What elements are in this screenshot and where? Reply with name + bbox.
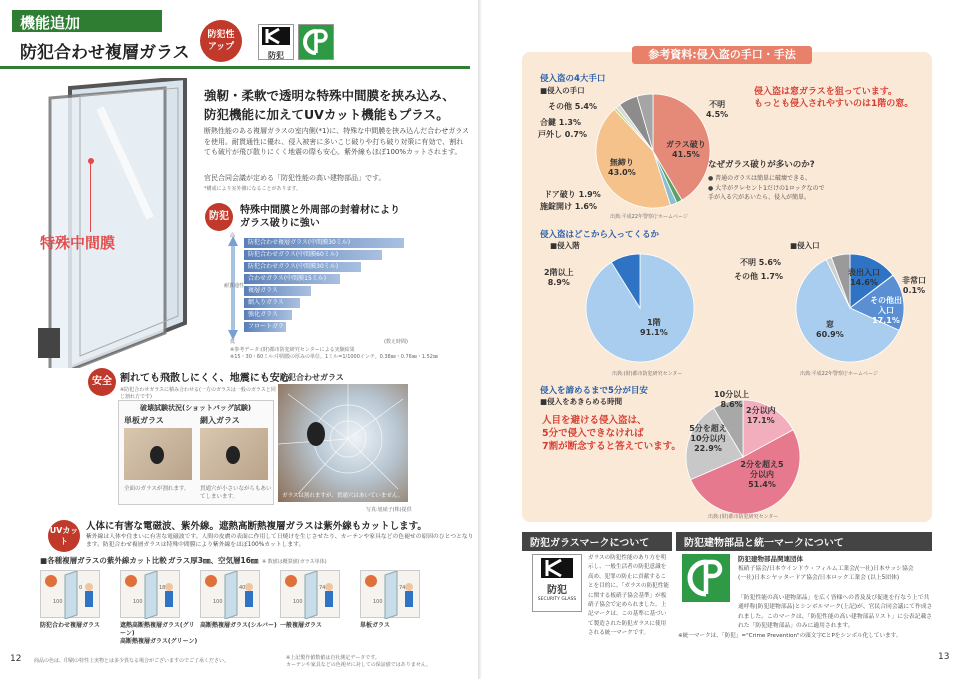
mark-box-logo-text: 防犯 <box>547 585 567 596</box>
c1-val-aikagi: 1.3% <box>558 118 581 127</box>
cp-orgs: 板硝子協会/日本ウインドウ・フィルム工業会/(一社)日本サッシ協会 (一社)日本シヤッタードア協会/日本ロック工業会 (以上5団体) <box>738 566 914 581</box>
c1-val-door: 1.9% <box>578 190 601 199</box>
c3-val-2: 17.1% <box>746 416 775 425</box>
cp-org-head: 防犯建物部品関連団体 <box>738 555 803 563</box>
cp-mark-icon <box>299 25 333 59</box>
c2a-val-2f: 8.9% <box>547 278 570 287</box>
uv-compare-head: ■各種複層ガラスの紫外線カット比較 <box>40 556 167 565</box>
feature-tab: 機能追加 <box>12 10 162 32</box>
c2b-val-mado: 60.9% <box>816 330 844 339</box>
uv-footer-note: ※上記製作値数値は自社測定データです。 カーテンや家具などの色褪せに対しての保証値ではありません。 <box>286 655 432 668</box>
uv-in-value: 100 <box>133 599 143 605</box>
security-glass-mark <box>258 24 294 60</box>
uv-sun-person-icon <box>281 571 341 619</box>
uv-compare-label: 遮熱高断熱複層ガラス(グリーン) 高断熱複層ガラス(グリーン) <box>120 622 198 645</box>
chart2-sub-b: ■侵入口 <box>790 241 820 250</box>
c2b-label-mado: 窓 60.9% <box>816 320 844 339</box>
crime-source: (数え時間) <box>384 339 408 345</box>
c2b-val-sonota: 1.7% <box>760 272 783 281</box>
c3-val-2-5: 51.4% <box>748 480 776 489</box>
c3-val-10: 8.6% <box>720 400 743 409</box>
c1-label-sonota: その他 5.4% <box>548 102 597 111</box>
intro-note: *構成により室外側になることがあります。 <box>204 186 302 192</box>
uv-in-value: 100 <box>293 599 303 605</box>
c3-label-2: 2分以内 17.1% <box>746 406 776 425</box>
chart3-source: 出典:(財)都市防犯研究センター <box>708 514 779 520</box>
uv-compare-label: 防犯合わせ複層ガラス <box>40 622 100 629</box>
uv-out-value: 74 <box>319 585 326 591</box>
cp-box-logo <box>682 554 730 602</box>
uv-out-value: 74 <box>399 585 406 591</box>
uv-head: 人体に有害な電磁波、紫外線。遮熱高断熱複層ガラスは紫外線もカットします。 <box>86 521 427 532</box>
cp-box-logo-icon <box>682 554 730 602</box>
uv-sun-person-icon <box>361 571 421 619</box>
c2b-label-omote: 表出入口 14.6% <box>848 268 880 287</box>
uv-compare-label: 単板ガラス <box>360 622 390 629</box>
interlayer-line <box>90 162 91 232</box>
chart3-pie <box>684 398 802 516</box>
uv-badge: UVカット <box>48 520 80 552</box>
uv-compare-box <box>280 570 340 618</box>
c2a-label-2f: 2階以上 8.9% <box>544 268 574 287</box>
uv-in-value: 100 <box>373 599 383 605</box>
wired-bag-icon <box>226 446 240 464</box>
chart2a-pie <box>584 252 696 364</box>
uv-out-value: 18 <box>159 585 166 591</box>
chart2-title: 侵入盗はどこから入ってくるか <box>540 230 660 240</box>
c2b-val-other-door: 17.1% <box>872 316 900 325</box>
c1-label-sejo: 施錠開け 1.6% <box>540 202 597 211</box>
c1-label-fumei: 不明 4.5% <box>706 100 729 119</box>
penetration-bar: フロートガラス <box>244 322 286 332</box>
single-label: 単板ガラス <box>124 416 164 425</box>
reference-head: 参考資料:侵入盗の手口・手法 <box>632 46 812 64</box>
uv-compare-spec: ガラス厚3㎜、空気層16㎜ <box>168 556 259 565</box>
c1-val-tohazushi: 0.7% <box>564 130 587 139</box>
chart1-sub: ■侵入の手口 <box>540 86 585 95</box>
c1-val-glass: 41.5% <box>672 150 700 159</box>
penetration-bar: 合わせガラス(中間膜15ミル) <box>244 274 340 284</box>
security-up-badge: 防犯性 アップ <box>200 20 242 62</box>
c1-label-aikagi: 合鍵 1.3% <box>540 118 581 127</box>
c1-val-sonota: 5.4% <box>574 102 597 111</box>
crime-note-1: ※参考データ:(財)都市防犯研究センターによる実験結果 <box>230 347 355 353</box>
uv-in-value: 100 <box>213 599 223 605</box>
left-page <box>0 0 478 679</box>
crime-badge: 防犯 <box>205 203 233 231</box>
uv-compare-box <box>40 570 100 618</box>
uv-compare-row <box>40 570 440 650</box>
c1-label-glass: ガラス破り 41.5% <box>666 140 706 159</box>
axis-bottom: 低 <box>230 339 236 345</box>
c2a-label-1f: 1階 91.1% <box>640 318 668 337</box>
uv-text: 紫外線は人体や住まいに有害な電磁波です。人間の皮膚の表面に作用して日焼けを生じさせたり、カーテンや家具などの色褪せの原因のひとつとなります。防犯合わせ複層ガラスは特殊中間膜により紫外線をほぼ100%カットします。 <box>86 534 474 548</box>
uv-out-value: 40 <box>239 585 246 591</box>
window-illustration <box>10 78 195 368</box>
wired-caption: 貫通穴が小さいながらもあいてしまいます。 <box>200 486 272 500</box>
mark-box-logo-sub: SECURITY GLASS <box>537 597 577 602</box>
c2b-label-hijo: 非常口 0.1% <box>902 276 926 295</box>
uv-compare-note: ※ 数値は概算値(ガラス単体) <box>262 559 327 565</box>
safety-sub: ※防犯合わせガラスに積み合わせる(一方のガラスは一般のガラスと同じ割れ方です) <box>120 387 276 400</box>
laminated-caption: ガラスは割れますが、貫通穴はあいていません。 <box>282 493 404 499</box>
headline: 強靭・柔軟で透明な特殊中間膜を挟み込み、 防犯機能に加えてUVカット機能もプラス。 <box>204 88 455 122</box>
crime-note-2: ※15・30・60ミル:中間膜の厚みの単位。1ミル=1/1000インチ。0.38㎜・0.76㎜・1.52㎜ <box>230 354 438 360</box>
penetration-bar: 網入りガラス <box>244 298 300 308</box>
axis-top: 高 <box>230 233 236 239</box>
why-2: ● 大半がクレセント1だけの1ロックなので 手が入る穴があいたら、侵入が簡単。 <box>708 185 825 201</box>
page-number-right: 13 <box>938 652 950 662</box>
mark-box-text: ガラスの防犯性能のあり方を明示し、一般生活者の防犯意識を高め、犯罪の防止に貢献することを目的に、「ガラスの防犯性能に関する板硝子協会基準」が板硝子協会で定められました。上記マークは、この基準に基づいて製造された防犯ガラスに使用される統一マークです。 <box>588 555 669 637</box>
uv-out-value: 0 <box>79 585 83 591</box>
c1-val-sejo: 1.6% <box>574 202 597 211</box>
interlayer-pointer <box>88 158 94 164</box>
c1-label-tohazushi: 戸外し 0.7% <box>538 130 587 139</box>
photo-credit: 写真:旭硝子(株)提供 <box>366 507 412 513</box>
color-footer: 商品の色は、印刷の特性上実物とは多少異なる場合がございますのでご了承ください。 <box>34 658 230 664</box>
crime-head: 特殊中間膜と外周部の封着材により ガラス破りに強い <box>240 205 400 229</box>
chart3-sub: ■侵入をあきらめる時間 <box>540 397 623 406</box>
uv-compare-box <box>120 570 180 618</box>
wired-label: 網入ガラス <box>200 416 240 425</box>
security-glass-mark-icon <box>259 25 293 47</box>
c1-label-mushimari: 無締り 43.0% <box>608 158 636 177</box>
uv-compare-label: 高断熱複層ガラス(シルバー) <box>200 622 277 629</box>
chart2a-source: 出典:(財)都市防犯研究センター <box>612 371 683 377</box>
laminated-label: 防犯合わせガラス <box>280 373 344 382</box>
chart3-title: 侵入を諦めるまで5分が目安 <box>540 386 648 396</box>
c2a-val-1f: 91.1% <box>640 328 668 337</box>
safety-head: 割れても飛散しにくく、地震にも安心 <box>120 373 290 384</box>
chart2-sub-a: ■侵入階 <box>550 241 580 250</box>
test-head: 破壊試験状況(ショットバッグ試験) <box>140 404 252 412</box>
c2b-val-hijo: 0.1% <box>902 286 926 295</box>
cp-box-head: 防犯建物部品と統一マークについて <box>676 532 932 551</box>
c3-label-2-5: 2分を超え5分以内 51.4% <box>740 460 784 489</box>
uv-sun-person-icon <box>121 571 181 619</box>
c3-label-10: 10分以上 8.6% <box>714 390 750 409</box>
uv-sun-person-icon <box>201 571 261 619</box>
single-bag-icon <box>150 446 164 464</box>
penetration-bar: 強化ガラス <box>244 310 292 320</box>
c2b-val-omote: 14.6% <box>850 278 878 287</box>
intro-text: 断熱性能のある複層ガラスの室内側(*1)に、特殊な中間膜を挟み込んだ合わせガラスを使用。耐貫通性に優れ、侵入被害に多いこじ破りや打ち破り対策に有効で、割れても破片が飛び散りにくく地震の際も安心。紫外線もほぼ100%カットされます。 <box>204 127 469 156</box>
right-page <box>482 0 960 679</box>
uv-compare-box <box>200 570 260 618</box>
chart1-note: 侵入盗は窓ガラスを狙っています。 もっとも侵入されやすいのは1階の窓。 <box>754 87 914 109</box>
penetration-bars <box>244 238 404 338</box>
chart2b-source: 出典:平成22年警察庁ホームページ <box>800 371 878 377</box>
uv-in-value: 100 <box>53 599 63 605</box>
uv-compare-box <box>360 570 420 618</box>
uv-compare-label: 一般複層ガラス <box>280 622 322 629</box>
c1-val-fumei: 4.5% <box>706 110 729 119</box>
axis-mid: 耐貫通性 <box>224 283 245 289</box>
c2b-val-fumei: 5.6% <box>758 258 781 267</box>
penetration-bar: 防犯合わせガラス(中間膜60ミル) <box>244 250 382 260</box>
laminated-photo <box>278 384 408 502</box>
c3-label-5-10: 5分を超え10分以内 22.9% <box>689 424 727 453</box>
c1-val-mushimari: 43.0% <box>608 168 636 177</box>
c1-label-door: ドア破り 1.9% <box>544 190 601 199</box>
chart1-title: 侵入盗の4大手口 <box>540 74 606 84</box>
c2b-label-sonota: その他 1.7% <box>734 272 783 281</box>
penetration-bar: 複層ガラス <box>244 286 311 296</box>
page-title: 防犯合わせ複層ガラス <box>20 43 190 63</box>
mark-box-head: 防犯ガラスマークについて <box>522 532 672 551</box>
chart3-note: 人目を避ける侵入盗は、 5分で侵入できなければ 7割が断念すると答えています。 <box>542 415 681 452</box>
cp-mark <box>298 24 334 60</box>
mark-box-logo <box>532 554 582 612</box>
chart1-source: 出典:平成22年警察庁ホームページ <box>610 214 688 220</box>
uv-sun-person-icon <box>41 571 101 619</box>
intro-text-2: 官民合同会議が定める「防犯性能の高い建物部品」です。 <box>204 174 386 182</box>
penetration-bar: 防犯合わせガラス(中間膜30ミル) <box>244 262 361 272</box>
c2b-label-other-door: その他出入口 17.1% <box>870 296 902 325</box>
cp-text: 「防犯性能の高い建物部品」を広く皆様への普及及び促進を行なう上で共通呼称(防犯建物部品)とシンボルマーク(上記)が、官民合同会議にて作成されました。このマークは、「防犯性能の高い建物部品リスト」に公表記載された「防犯建物部品」のみに適用されます。 <box>738 595 933 630</box>
cp-note: ※統一マークは、「防犯」="Crime Prevention"の頭文字CとPをシンボル化しています。 <box>678 633 902 639</box>
single-caption: 全面のガラスが割れます。 <box>124 486 190 492</box>
why-head: なぜガラス破りが多いのか? <box>708 160 815 170</box>
interlayer-label: 特殊中間膜 <box>40 234 116 252</box>
c2b-label-fumei: 不明 5.6% <box>740 258 781 267</box>
safety-badge: 安全 <box>88 368 116 396</box>
why-1: ● 普通のガラスは簡単に破壊できる。 <box>708 175 811 182</box>
page-number-left: 12 <box>10 654 22 664</box>
security-glass-mark-label: 防犯 <box>268 51 284 60</box>
title-underline <box>0 66 470 69</box>
c3-val-5-10: 22.9% <box>694 444 722 453</box>
penetration-bar: 防犯合わせ複層ガラス(中間膜30ミル) <box>244 238 404 248</box>
mark-box-logo-icon <box>537 555 577 581</box>
